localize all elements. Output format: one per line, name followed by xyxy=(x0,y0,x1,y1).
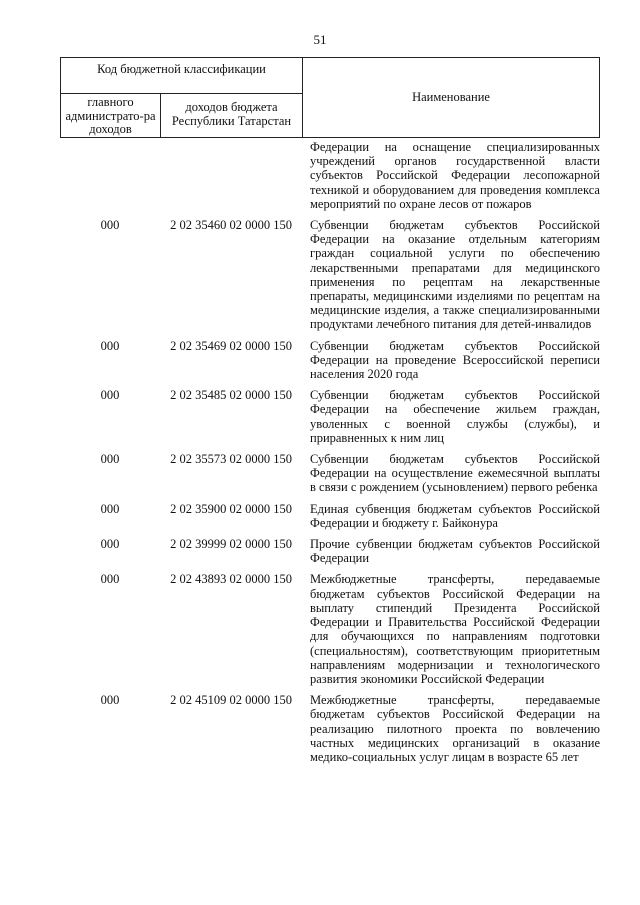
name-cell: Прочие субвенции бюджетам субъектов Российской Федерации xyxy=(310,537,600,566)
income-code-cell: 2 02 43893 02 0000 150 xyxy=(170,572,292,587)
admin-code-cell: 000 xyxy=(100,693,120,708)
admin-code-cell: 000 xyxy=(100,501,120,516)
income-code-cell: 2 02 35573 02 0000 150 xyxy=(170,452,292,467)
admin-code-cell: 000 xyxy=(100,388,120,403)
income-code-cell: 2 02 39999 02 0000 150 xyxy=(170,537,292,552)
name-cell: Субвенции бюджетам субъектов Российской Федерации на проведение Всероссийской переписи населения 2020 года xyxy=(310,338,600,382)
header-name-label: Наименование xyxy=(412,90,490,104)
table-row xyxy=(60,140,600,211)
name-cell: Субвенции бюджетам субъектов Российской Федерации на оказание отдельным категориям граждан социальной услуги по обеспечению лекарственными препаратами для медицинского применения по рецептам на лекарственные препараты, медицинскими изделиями по рецептам на медицинские изделия, а также специализированными продуктами лечебного питания для детей-инвалидов xyxy=(310,218,600,332)
admin-code-cell: 000 xyxy=(100,572,120,587)
admin-code-cell: 000 xyxy=(100,218,120,233)
income-code-cell: 2 02 35900 02 0000 150 xyxy=(170,501,292,516)
name-cell: Межбюджетные трансферты, передаваемые бюджетам субъектов Российской Федерации на реализацию пилотного проекта по вовлечению частных медицинских организаций в оказание медико-социальных услуг лицам в возрасте 65 лет xyxy=(310,693,600,764)
header-name xyxy=(303,58,599,137)
name-cell: Субвенции бюджетам субъектов Российской Федерации на обеспечение жильем граждан, уволенных с военной службы (службы), и приравненных к ним лиц xyxy=(310,388,600,445)
table-header xyxy=(60,57,600,138)
table-row xyxy=(60,502,600,530)
name-cell: Единая субвенция бюджетам субъектов Российской Федерации и бюджету г. Байконура xyxy=(310,501,600,530)
admin-code-cell: 000 xyxy=(100,537,120,552)
table-body xyxy=(60,140,600,771)
name-cell: Федерации на оснащение специализированных учреждений органов государственной власти субъектов Российской Федерации лесопожарной техникой и оборудованием для проведения комплекса мероприятий по охране лесов от пожаров xyxy=(310,140,600,211)
table-row xyxy=(60,339,600,382)
admin-code-cell xyxy=(60,140,160,211)
name-cell: Субвенции бюджетам субъектов Российской Федерации на осуществление ежемесячной выплаты в связи с рождением (усыновлением) первого ребенка xyxy=(310,452,600,495)
header-budget-income: доходов бюджета Республики Татарстан xyxy=(161,94,303,138)
page-number: 51 xyxy=(313,32,327,47)
income-code-cell xyxy=(160,140,302,211)
header-budget-classification-code: Код бюджетной классификации xyxy=(61,58,303,94)
table-row xyxy=(60,693,600,764)
admin-code-cell: 000 xyxy=(100,452,120,467)
income-code-cell: 2 02 45109 02 0000 150 xyxy=(170,693,292,708)
table-row xyxy=(60,452,600,495)
admin-code-cell: 000 xyxy=(100,338,120,353)
table-row xyxy=(60,572,600,686)
header-main-administrator: главного администрато-ра доходов xyxy=(61,94,161,138)
income-code-cell: 2 02 35460 02 0000 150 xyxy=(170,218,292,233)
table-row xyxy=(60,218,600,332)
name-cell: Межбюджетные трансферты, передаваемые бюджетам субъектов Российской Федерации на выплату стипендий Президента Российской Федерации и Правительства Российской Федерации для обучающихся по направлениям подготовки (специальностям), соответствующим приоритетным направлениям модернизации и технологического развития экономики Российской Федерации xyxy=(310,572,600,686)
income-code-cell: 2 02 35469 02 0000 150 xyxy=(170,338,292,353)
income-code-cell: 2 02 35485 02 0000 150 xyxy=(170,388,292,403)
table-row xyxy=(60,537,600,565)
table-row xyxy=(60,388,600,445)
